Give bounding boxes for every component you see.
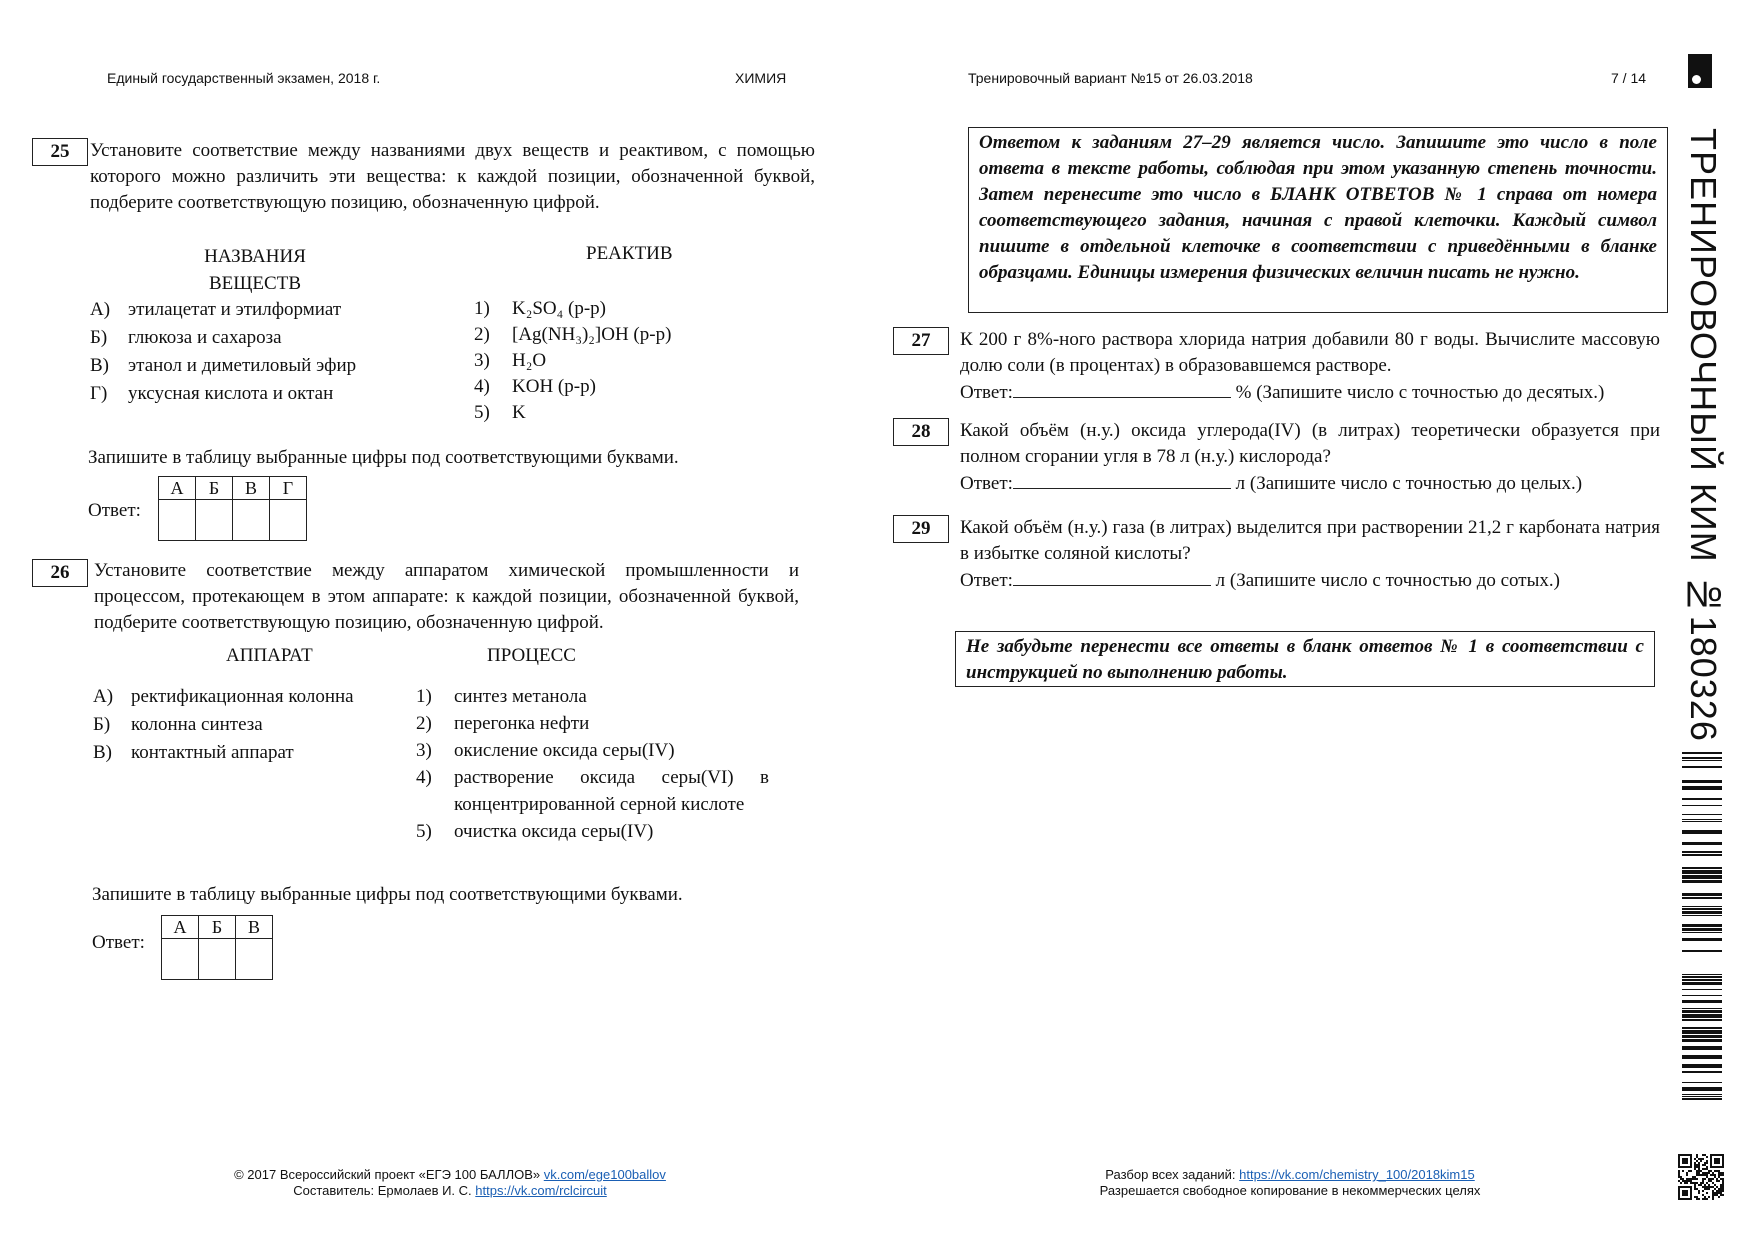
task-27-answer-field[interactable] <box>1013 379 1231 398</box>
task-26-right-column-title: ПРОЦЕСС <box>487 645 576 666</box>
task-25-left-column-title: НАЗВАНИЯ ВЕЩЕСТВ <box>204 246 306 294</box>
task-26-text: Установите соответствие между аппаратом химической промышленности и процессом, протекающем в этом аппарате: к каждой позиции, обозначенной буквой, подберите соответствующую позицию, обозначенную цифрой. <box>94 560 799 633</box>
answer-hint: л (Запишите число с точностью до сотых.) <box>1215 570 1560 591</box>
task-25-text: Установите соответствие между названиями двух веществ и реактивом, с помощью которого можно различить эти вещества: к каждой позиции, обозначенной буквой, подберите соответствующую позицию, обозначенную цифрой. <box>90 140 815 213</box>
task-28-text: Какой объём (н.у.) оксида углерода(IV) (в литрах) теоретически образуется при полном сгорании угля в 78 л (н.у.) кислорода? <box>960 420 1660 467</box>
instruction-box: Ответом к заданиям 27–29 является число. Запишите это число в поле ответа в тексте работы, соблюдая при этом указанную степень точности. Затем перенесите это число в БЛАНК ОТВЕТОВ № 1 справа от номера соответствующего задания, начиная с правой клеточки. Каждый символ пишите в отдельной клеточке в соответствии с приведёнными в бланке образцами. Единицы измерения физических величин писать не нужно. <box>968 127 1668 313</box>
task-27-text: К 200 г 8%-ного раствора хлорида натрия добавили 80 г воды. Вычислите массовую долю соли (в процентах) в образовавшемся растворе. <box>960 329 1660 376</box>
list-item: В) контактный аппарат <box>93 742 294 763</box>
answer-label: Ответ: <box>960 473 1013 494</box>
corner-mark-icon <box>1688 54 1712 88</box>
answer-cell[interactable] <box>162 939 199 980</box>
header-page-number: 7 / 14 <box>1611 70 1647 86</box>
answer-col-header: В <box>236 916 273 939</box>
task-28-answer-line <box>960 470 1582 497</box>
answer-cell[interactable] <box>236 939 273 980</box>
barcode-icon <box>1682 752 1722 1102</box>
answer-col-header: В <box>233 477 270 500</box>
header-variant: Тренировочный вариант №15 от 26.03.2018 <box>968 70 1253 86</box>
header-exam-title: Единый государственный экзамен, 2018 г. <box>107 70 381 86</box>
footer-link-ege100ballov[interactable]: vk.com/ege100ballov <box>543 1167 666 1182</box>
answer-col-header: Б <box>199 916 236 939</box>
answer-cell[interactable] <box>159 500 196 541</box>
reminder-box: Не забудьте перенести все ответы в бланк ответов № 1 в соответствии с инструкцией по выполнению работы. <box>955 631 1655 687</box>
task-26-right-list <box>416 683 769 845</box>
task-28-number: 28 <box>893 418 949 446</box>
list-item: 3) H₂O <box>474 350 547 371</box>
answer-cell[interactable] <box>270 500 307 541</box>
task-25-number: 25 <box>32 138 88 166</box>
footer-left <box>150 1167 750 1199</box>
list-item: 2) [Ag(NH₃)₂]OH (р-р) <box>474 324 672 345</box>
footer-license: Разрешается свободное копирование в некоммерческих целях <box>1099 1183 1481 1198</box>
task-26-answer-table <box>161 915 273 980</box>
list-item: 3) окисление оксида серы(IV) <box>416 740 675 761</box>
answer-hint: % (Запишите число с точностью до десятых.) <box>1235 382 1605 403</box>
task-25-right-column-title: РЕАКТИВ <box>586 243 673 264</box>
list-item: Г) уксусная кислота и октан <box>90 383 334 404</box>
answer-col-header: А <box>159 477 196 500</box>
task-28-answer-field[interactable] <box>1013 470 1231 489</box>
footer-copyright: © 2017 Всероссийский проект «ЕГЭ 100 БАЛЛОВ» <box>234 1167 541 1182</box>
task-25-left-list <box>90 296 430 408</box>
task-29-answer-field[interactable] <box>1013 567 1211 586</box>
task-27-answer-line <box>960 379 1604 406</box>
list-item: Б) колонна синтеза <box>93 714 263 735</box>
task-27-number: 27 <box>893 327 949 355</box>
answer-cell[interactable] <box>233 500 270 541</box>
list-item: Б) глюкоза и сахароза <box>90 327 282 348</box>
list-item: В) этанол и диметиловый эфир <box>90 355 357 376</box>
answer-col-header: Б <box>196 477 233 500</box>
task-26-number: 26 <box>32 559 88 587</box>
list-item: 2) перегонка нефти <box>416 713 590 734</box>
footer-author: Составитель: Ермолаев И. С. <box>293 1183 472 1198</box>
list-item: 5) K <box>474 402 526 423</box>
list-item: 5) очистка оксида серы(IV) <box>416 821 654 842</box>
task-25-instruction: Запишите в таблицу выбранные цифры под соответствующими буквами. <box>88 447 679 468</box>
list-item: 1) синтез метанола <box>416 686 587 707</box>
answer-cell[interactable] <box>199 939 236 980</box>
footer-link-author[interactable]: https://vk.com/rclcircuit <box>475 1183 607 1198</box>
footer-link-analysis[interactable]: https://vk.com/chemistry_100/2018kim15 <box>1239 1167 1475 1182</box>
task-26-left-list <box>93 683 413 767</box>
task-25-answer-label: Ответ: <box>88 500 141 521</box>
side-title: ТРЕНИРОВОЧНЫЙ КИМ №180326 <box>1683 128 1724 742</box>
answer-label: Ответ: <box>960 570 1013 591</box>
task-26-instruction: Запишите в таблицу выбранные цифры под соответствующими буквами. <box>92 884 683 905</box>
list-item: 4) растворение оксида серы(VI) в концентрированной серной кислоте <box>416 767 769 815</box>
answer-col-header: А <box>162 916 199 939</box>
task-29-number: 29 <box>893 515 949 543</box>
task-26-left-column-title: АППАРАТ <box>226 645 313 666</box>
list-item: А) ректификационная колонна <box>93 686 354 707</box>
footer-right <box>980 1167 1600 1199</box>
qr-code-icon <box>1678 1154 1724 1202</box>
task-29-text: Какой объём (н.у.) газа (в литрах) выделится при растворении 21,2 г карбоната натрия в избытке соляной кислоты? <box>960 517 1660 564</box>
list-item: 4) KOH (р-р) <box>474 376 596 397</box>
footer-analysis-label: Разбор всех заданий: <box>1105 1167 1236 1182</box>
task-25-right-list <box>474 296 754 426</box>
answer-label: Ответ: <box>960 382 1013 403</box>
list-item: 1) K₂SO₄ (р-р) <box>474 298 606 319</box>
task-29-answer-line <box>960 567 1560 594</box>
answer-hint: л (Запишите число с точностью до целых.) <box>1235 473 1583 494</box>
answer-col-header: Г <box>270 477 307 500</box>
answer-cell[interactable] <box>196 500 233 541</box>
task-25-answer-table <box>158 476 307 541</box>
header-subject: ХИМИЯ <box>735 70 787 86</box>
task-26-answer-label: Ответ: <box>92 932 145 953</box>
list-item: А) этилацетат и этилформиат <box>90 299 342 320</box>
